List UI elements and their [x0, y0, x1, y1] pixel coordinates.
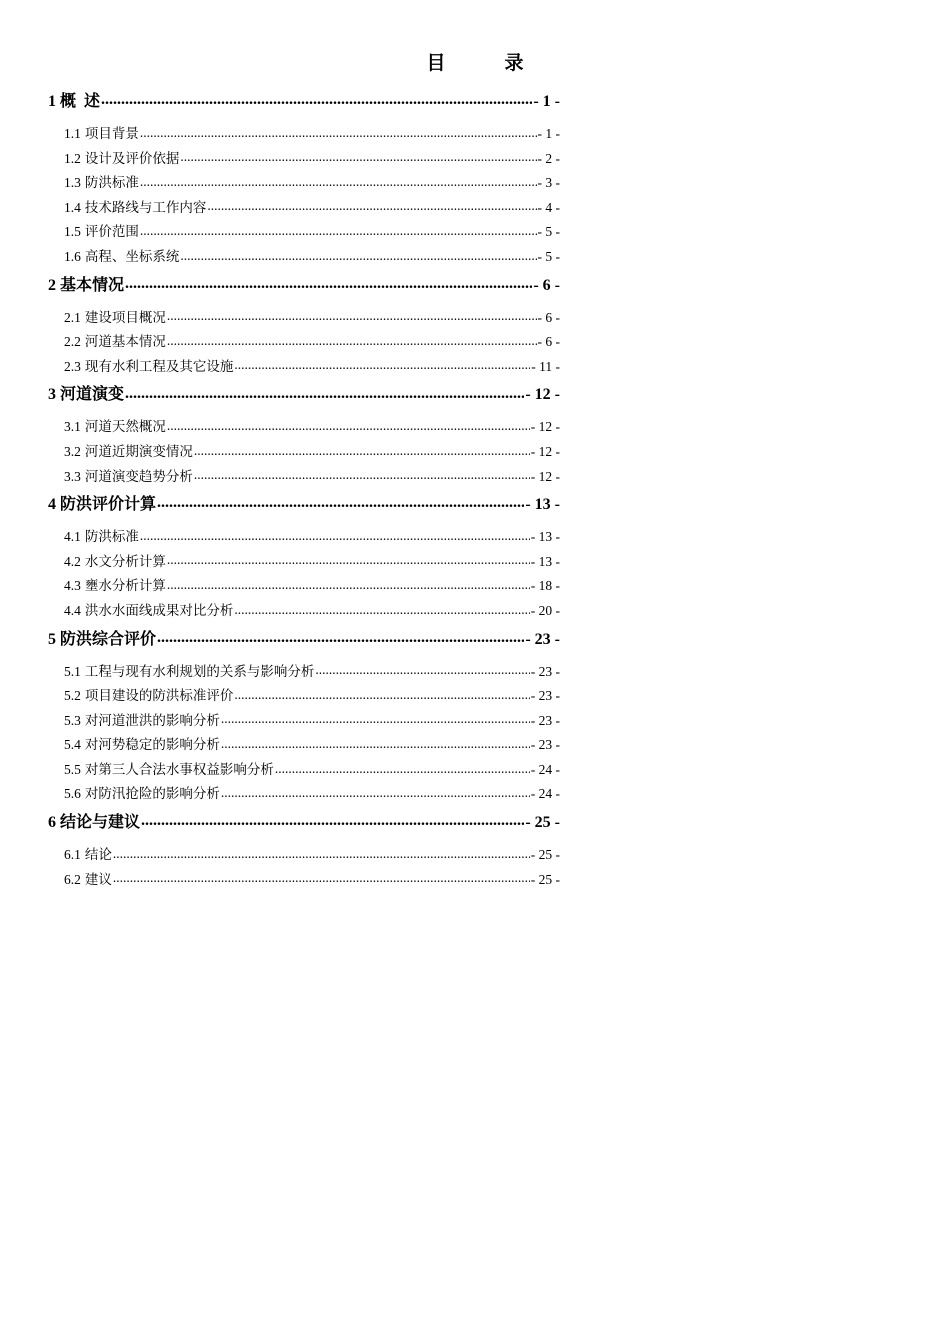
toc-entry-text: 对河道泄洪的影响分析 [84, 712, 220, 728]
toc-page-number: - 25 - [530, 847, 560, 863]
toc-page-number: - 13 - [525, 496, 560, 514]
toc-chapter-entry[interactable] [48, 491, 560, 519]
toc-entry-text: 工程与现有水利规划的关系与影响分析 [84, 663, 315, 679]
toc-page-number: - 18 - [530, 578, 560, 594]
toc-entry-text: 对河势稳定的影响分析 [84, 737, 220, 753]
toc-entry-number: 1.4 [64, 199, 81, 215]
toc-section-entry[interactable] [48, 599, 560, 624]
dot-leader [315, 662, 529, 676]
toc-entry-number: 1.6 [64, 248, 81, 264]
toc-section-entry[interactable] [48, 550, 560, 575]
dot-leader [140, 125, 537, 139]
toc-entry-label [64, 599, 233, 619]
dot-leader [194, 467, 530, 481]
dot-leader [167, 552, 530, 566]
toc-entry-number: 1 [48, 93, 56, 110]
toc-entry-text: 对防汛抢险的影响分析 [84, 786, 220, 802]
toc-section-entry[interactable] [48, 122, 560, 147]
toc-entry-text: 现有水利工程及其它设施 [84, 358, 234, 374]
toc-entry-label [64, 733, 220, 753]
toc-entry-text: 结论与建议 [60, 814, 141, 832]
toc-section-entry[interactable] [48, 171, 560, 196]
toc-entry-label [64, 550, 166, 570]
toc-chapter-entry[interactable] [48, 381, 560, 409]
dot-leader [234, 357, 530, 371]
toc-entry-label [64, 122, 139, 142]
toc-entry-number: 3.2 [64, 443, 81, 459]
toc-section-entry[interactable] [48, 574, 560, 599]
toc-entry-text: 河道天然概况 [84, 419, 166, 435]
toc-entry-number: 6.1 [64, 847, 81, 863]
toc-page-number: - 12 - [530, 443, 560, 459]
toc-page-number: - 5 - [537, 224, 560, 240]
toc-entry-label [64, 330, 166, 350]
toc-section-entry[interactable] [48, 684, 560, 709]
toc-entry-label [48, 626, 156, 649]
dot-leader [207, 198, 536, 212]
toc-page-number: - 24 - [530, 786, 560, 802]
toc-entry-text: 水文分析计算 [84, 553, 166, 569]
toc-entry-number: 6.2 [64, 871, 81, 887]
toc-entry-number: 1.2 [64, 150, 81, 166]
toc-entry-label [48, 491, 156, 514]
toc-entry-text: 设计及评价依据 [84, 150, 180, 166]
toc-section-entry[interactable] [48, 196, 560, 221]
toc-chapter-entry[interactable] [48, 88, 560, 116]
toc-entry-label [64, 868, 112, 888]
toc-page-number: - 5 - [537, 248, 560, 264]
dot-leader [141, 811, 524, 827]
toc-chapter-entry[interactable] [48, 626, 560, 654]
toc-entry-text: 防洪标准 [84, 175, 139, 191]
toc-entry-number: 5.3 [64, 712, 81, 728]
dot-leader [180, 149, 536, 163]
toc-entry-text: 河道近期演变情况 [84, 443, 193, 459]
toc-entry-text: 对第三人合法水事权益影响分析 [84, 761, 274, 777]
dot-leader [275, 760, 530, 774]
toc-entry-text: 项目背景 [84, 126, 139, 141]
toc-entry-label [48, 809, 140, 832]
toc-entry-text: 结论 [84, 847, 112, 863]
toc-entry-label [64, 684, 233, 704]
toc-entry-number: 1.3 [64, 175, 81, 191]
dot-leader [234, 687, 529, 701]
toc-entry-label [64, 306, 166, 326]
toc-entry-number: 5.1 [64, 663, 81, 679]
toc-page-number: - 25 - [530, 871, 560, 887]
toc-entry-text: 防洪评价计算 [60, 496, 157, 514]
toc-entry-number: 5 [48, 630, 56, 648]
toc-chapter-entry[interactable] [48, 809, 560, 837]
toc-entry-number: 6 [48, 814, 56, 832]
toc-entry-number: 1.5 [64, 224, 81, 240]
toc-section-entry[interactable] [48, 147, 560, 172]
toc-section-entry[interactable] [48, 306, 560, 331]
dot-leader [167, 577, 530, 591]
toc-entry-text: 河道演变趋势分析 [84, 468, 193, 484]
toc-section-entry[interactable] [48, 868, 560, 893]
dot-leader [180, 247, 536, 261]
dot-leader [125, 383, 524, 399]
toc-section-entry[interactable] [48, 220, 560, 245]
dot-leader [140, 223, 537, 237]
toc-entry-text: 项目建设的防洪标准评价 [84, 688, 234, 704]
toc-entry-label [64, 843, 112, 863]
toc-entry-number: 3 [48, 386, 56, 404]
toc-section-entry[interactable] [48, 245, 560, 270]
toc-section-entry[interactable] [48, 355, 560, 380]
toc-page-number: - 13 - [530, 529, 560, 545]
toc-entry-number: 3.3 [64, 468, 81, 484]
toc-page-number: - 25 - [525, 814, 560, 832]
toc-entry-number: 5.6 [64, 786, 81, 802]
toc-section-entry[interactable] [48, 709, 560, 734]
toc-entry-number: 5.5 [64, 761, 81, 777]
toc-entry-label [64, 782, 220, 802]
toc-entry-number: 2.3 [64, 358, 81, 374]
toc-section-entry[interactable] [48, 465, 560, 490]
toc-entry-number: 3.1 [64, 419, 81, 435]
toc-entry-number: 4.2 [64, 553, 81, 569]
toc-section-entry[interactable] [48, 415, 560, 440]
toc-chapter-entry[interactable] [48, 272, 560, 300]
dot-leader [113, 846, 530, 860]
toc-section-entry[interactable] [48, 733, 560, 758]
toc-entry-text: 建议 [84, 871, 112, 887]
toc-section-entry[interactable] [48, 843, 560, 868]
toc-entry-label [64, 355, 233, 375]
toc-entry-number: 4.3 [64, 578, 81, 594]
toc-entry-label [64, 758, 274, 778]
toc-page-number: - 3 - [537, 175, 560, 191]
toc-section-entry[interactable] [48, 525, 560, 550]
toc-entry-number: 2.2 [64, 334, 81, 350]
dot-leader [113, 870, 530, 884]
dot-leader [194, 442, 530, 456]
toc-entry-label [64, 415, 166, 435]
toc-page-number: - 4 - [537, 199, 560, 215]
dot-leader [234, 601, 529, 615]
toc-page-number: - 23 - [525, 630, 560, 648]
toc-page-number: - 12 - [530, 419, 560, 435]
toc-entry-label [48, 381, 124, 404]
toc-entry-text: 防洪标准 [84, 529, 139, 545]
dot-leader [157, 628, 524, 644]
dot-leader [125, 274, 532, 290]
toc-page-number: - 13 - [530, 553, 560, 569]
toc-entry-text: 高程、坐标系统 [84, 248, 180, 264]
toc-entry-text: 壅水分析计算 [84, 578, 166, 594]
toc-page-number: - 23 - [530, 737, 560, 753]
toc-entry-label [64, 525, 139, 545]
toc-entry-text: 河道基本情况 [84, 334, 166, 350]
dot-leader [140, 528, 530, 542]
toc-entry-label [64, 660, 314, 680]
toc-title: 目 录 [426, 52, 544, 74]
toc-page-number: - 12 - [530, 468, 560, 484]
toc-section-entry[interactable] [48, 440, 560, 465]
toc-entry-text: 评价范围 [84, 224, 139, 240]
toc-page-number: - 24 - [530, 761, 560, 777]
toc-entry-label [64, 220, 139, 240]
dot-leader [140, 174, 537, 188]
toc-entry-label [64, 171, 139, 191]
toc-entry-label [64, 147, 179, 167]
toc-page-number: - 1 - [533, 93, 560, 110]
toc-section-entry[interactable] [48, 330, 560, 355]
toc-entry-number: 2.1 [64, 309, 81, 325]
toc-section-entry[interactable] [48, 782, 560, 807]
toc-entry-label [64, 440, 193, 460]
toc-page-number: - 6 - [537, 334, 560, 350]
toc-entry-label [64, 709, 220, 729]
dot-leader [167, 308, 537, 322]
toc-entry-text: 技术路线与工作内容 [84, 199, 207, 215]
toc-entry-label [64, 196, 206, 216]
toc-entry-number: 4.4 [64, 602, 81, 618]
toc-entry-text: 基本情况 [60, 276, 125, 294]
toc-page-number: - 6 - [533, 276, 560, 294]
toc-entry-label [64, 465, 193, 485]
toc-page-number: - 11 - [531, 358, 560, 374]
toc-entry-label [48, 88, 100, 111]
toc-entry-number: 4.1 [64, 529, 81, 545]
toc-entry-text: 防洪综合评价 [60, 630, 157, 648]
toc-entry-label [64, 574, 166, 594]
toc-entry-number: 4 [48, 496, 56, 514]
toc-entry-number: 1.1 [64, 126, 81, 141]
toc-entry-number: 5.2 [64, 688, 81, 704]
toc-page-number: - 20 - [530, 602, 560, 618]
dot-leader [221, 711, 530, 725]
toc-entry-label [48, 272, 124, 295]
toc-entry-text: 建设项目概况 [84, 309, 166, 325]
dot-leader [221, 736, 530, 750]
toc-page-number: - 1 - [537, 126, 560, 141]
toc-page-number: - 6 - [537, 309, 560, 325]
dot-leader [157, 493, 524, 509]
toc-section-entry[interactable] [48, 758, 560, 783]
dot-leader [167, 418, 530, 432]
toc-page-number: - 23 - [530, 712, 560, 728]
toc-entry-number: 2 [48, 276, 56, 294]
table-of-contents [48, 86, 560, 892]
toc-entry-text: 洪水水面线成果对比分析 [84, 602, 234, 618]
toc-page-number: - 23 - [530, 663, 560, 679]
toc-page-number: - 12 - [525, 386, 560, 404]
toc-entry-text: 河道演变 [60, 386, 125, 404]
dot-leader [167, 333, 537, 347]
toc-entry-label [64, 245, 179, 265]
toc-page-number: - 2 - [537, 150, 560, 166]
toc-entry-text: 概 述 [60, 93, 101, 110]
toc-entry-number: 5.4 [64, 737, 81, 753]
toc-page-number: - 23 - [530, 688, 560, 704]
toc-section-entry[interactable] [48, 660, 560, 685]
dot-leader [221, 785, 530, 799]
dot-leader [101, 90, 532, 106]
